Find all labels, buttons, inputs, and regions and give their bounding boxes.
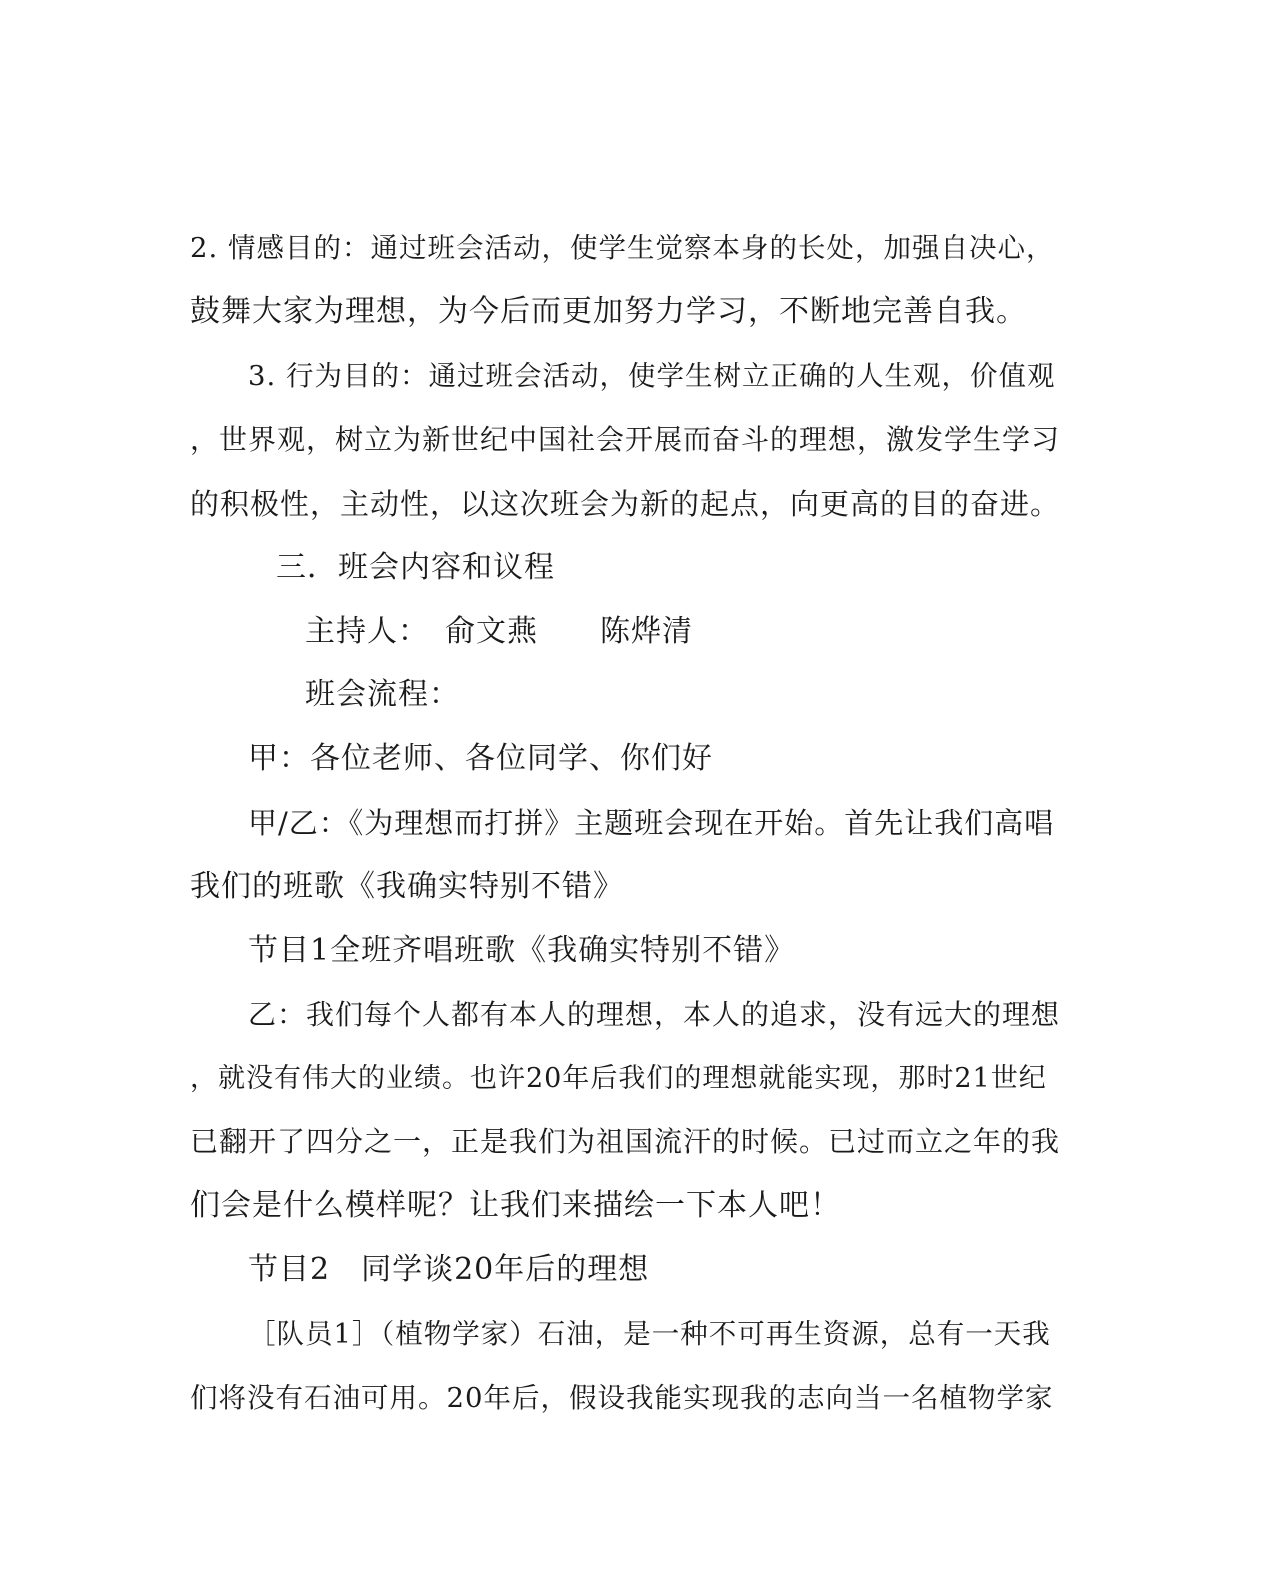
text-line: 班会流程： [305, 677, 460, 712]
text-line: 甲/乙：《为理想而打拼》主题班会现在开始。首先让我们高唱 [248, 806, 1055, 840]
text-line: 节目2 同学谈20年后的理想 [248, 1252, 650, 1287]
text-line: ，世界观，树立为新世纪中国社会开展而奋斗的理想，激发学生学习 [190, 423, 1061, 456]
text-line: 我们的班歌《我确实特别不错》 [190, 869, 624, 904]
text-line: 们将没有石油可用。20年后，假设我能实现我的志向当一名植物学家 [190, 1382, 1054, 1414]
text-line: ［队员1］（植物学家）石油，是一种不可再生资源，总有一天我 [248, 1318, 1051, 1350]
section-heading: 三．班会内容和议程 [276, 550, 555, 585]
text-line: 甲：各位老师、各位同学、你们好 [248, 741, 713, 776]
text-line: 节目1全班齐唱班歌《我确实特别不错》 [248, 933, 796, 968]
text-line: 主持人： 俞文燕 陈烨清 [305, 614, 693, 649]
text-line: 已翻开了四分之一，正是我们为祖国流汗的时候。已过而立之年的我 [190, 1125, 1061, 1158]
text-line: 2. 情感目的：通过班会活动，使学生觉察本身的长处，加强自决心， [190, 232, 1055, 264]
text-line: 的积极性，主动性，以这次班会为新的起点，向更高的目的奋进。 [190, 487, 1061, 521]
text-line: 乙：我们每个人都有本人的理想，本人的追求，没有远大的理想 [248, 998, 1061, 1031]
text-line: 鼓舞大家为理想，为今后而更加努力学习，不断地完善自我。 [190, 294, 1027, 329]
text-line: 3. 行为目的：通过班会活动，使学生树立正确的人生观，价值观 [248, 360, 1056, 392]
text-line: ，就没有伟大的业绩。也许20年后我们的理想就能实现，那时21世纪 [190, 1063, 1047, 1094]
text-line: 们会是什么模样呢？让我们来描绘一下本人吧！ [190, 1188, 841, 1223]
